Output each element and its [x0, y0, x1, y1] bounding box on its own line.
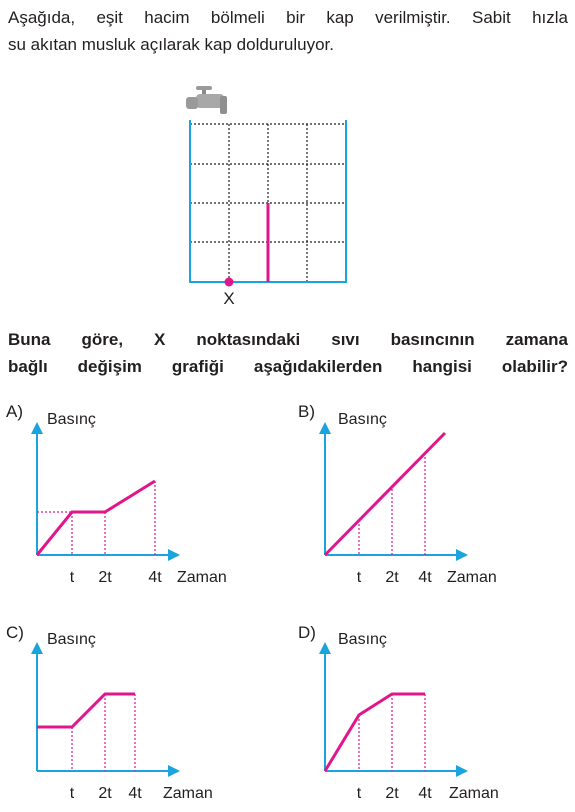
option-a-xlabel: Zaman [177, 569, 227, 586]
option-d-tick-t: t [356, 785, 362, 802]
option-b-y-arrow [319, 422, 331, 434]
question-line-1: Buna göre, X noktasındaki sıvı basıncının zamana [8, 330, 568, 349]
option-d-guides [359, 694, 425, 771]
option-b-tick-t: t [356, 569, 362, 586]
option-d-tick-2t: 2t [385, 785, 399, 802]
option-d-x-arrow [456, 765, 468, 777]
option-c-tick-2t: 2t [98, 785, 112, 802]
option-b-ylabel: Basınç [338, 411, 387, 428]
option-b[interactable] [298, 402, 497, 586]
option-b-letter: B) [298, 402, 315, 421]
intro-line-1: Aşağıda, eşit hacim bölmeli bir kap verilmiştir. Sabit hızla [8, 8, 568, 27]
option-a-tick-4t: 4t [148, 569, 162, 586]
option-d-xlabel: Zaman [449, 785, 499, 802]
point-x [225, 278, 234, 287]
option-d-line [325, 694, 425, 771]
option-b-tick-4t: 4t [418, 569, 432, 586]
option-c-guides [72, 694, 135, 771]
option-d-y-arrow [319, 642, 331, 654]
option-d-letter: D) [298, 623, 316, 642]
option-c-xlabel: Zaman [163, 785, 213, 802]
option-a[interactable] [6, 402, 227, 586]
option-c[interactable] [6, 623, 213, 802]
option-c-tick-t: t [69, 785, 75, 802]
option-c-letter: C) [6, 623, 24, 642]
container-figure [186, 86, 346, 308]
option-a-line [37, 481, 155, 555]
option-b-xlabel: Zaman [447, 569, 497, 586]
option-c-ylabel: Basınç [47, 631, 96, 648]
question-line-2: bağlı değişim grafiği aşağıdakilerden hangisi olabilir? [8, 357, 568, 376]
option-c-x-arrow [168, 765, 180, 777]
option-a-y-arrow [31, 422, 43, 434]
option-c-line [37, 694, 135, 727]
option-b-tick-2t: 2t [385, 569, 399, 586]
option-b-x-arrow [456, 549, 468, 561]
option-a-letter: A) [6, 402, 23, 421]
option-a-tick-2t: 2t [98, 569, 112, 586]
option-d[interactable] [298, 623, 499, 802]
option-d-ylabel: Basınç [338, 631, 387, 648]
option-a-x-arrow [168, 549, 180, 561]
option-b-line [325, 433, 445, 555]
intro-line-2: su akıtan musluk açılarak kap dolduruluyor. [8, 35, 335, 54]
option-a-tick-t: t [69, 569, 75, 586]
option-a-ylabel: Basınç [47, 411, 96, 428]
option-c-tick-4t: 4t [128, 785, 142, 802]
point-x-label: X [223, 289, 235, 308]
option-c-y-arrow [31, 642, 43, 654]
option-d-tick-4t: 4t [418, 785, 432, 802]
faucet-icon [186, 86, 227, 114]
option-b-guides [359, 457, 425, 555]
